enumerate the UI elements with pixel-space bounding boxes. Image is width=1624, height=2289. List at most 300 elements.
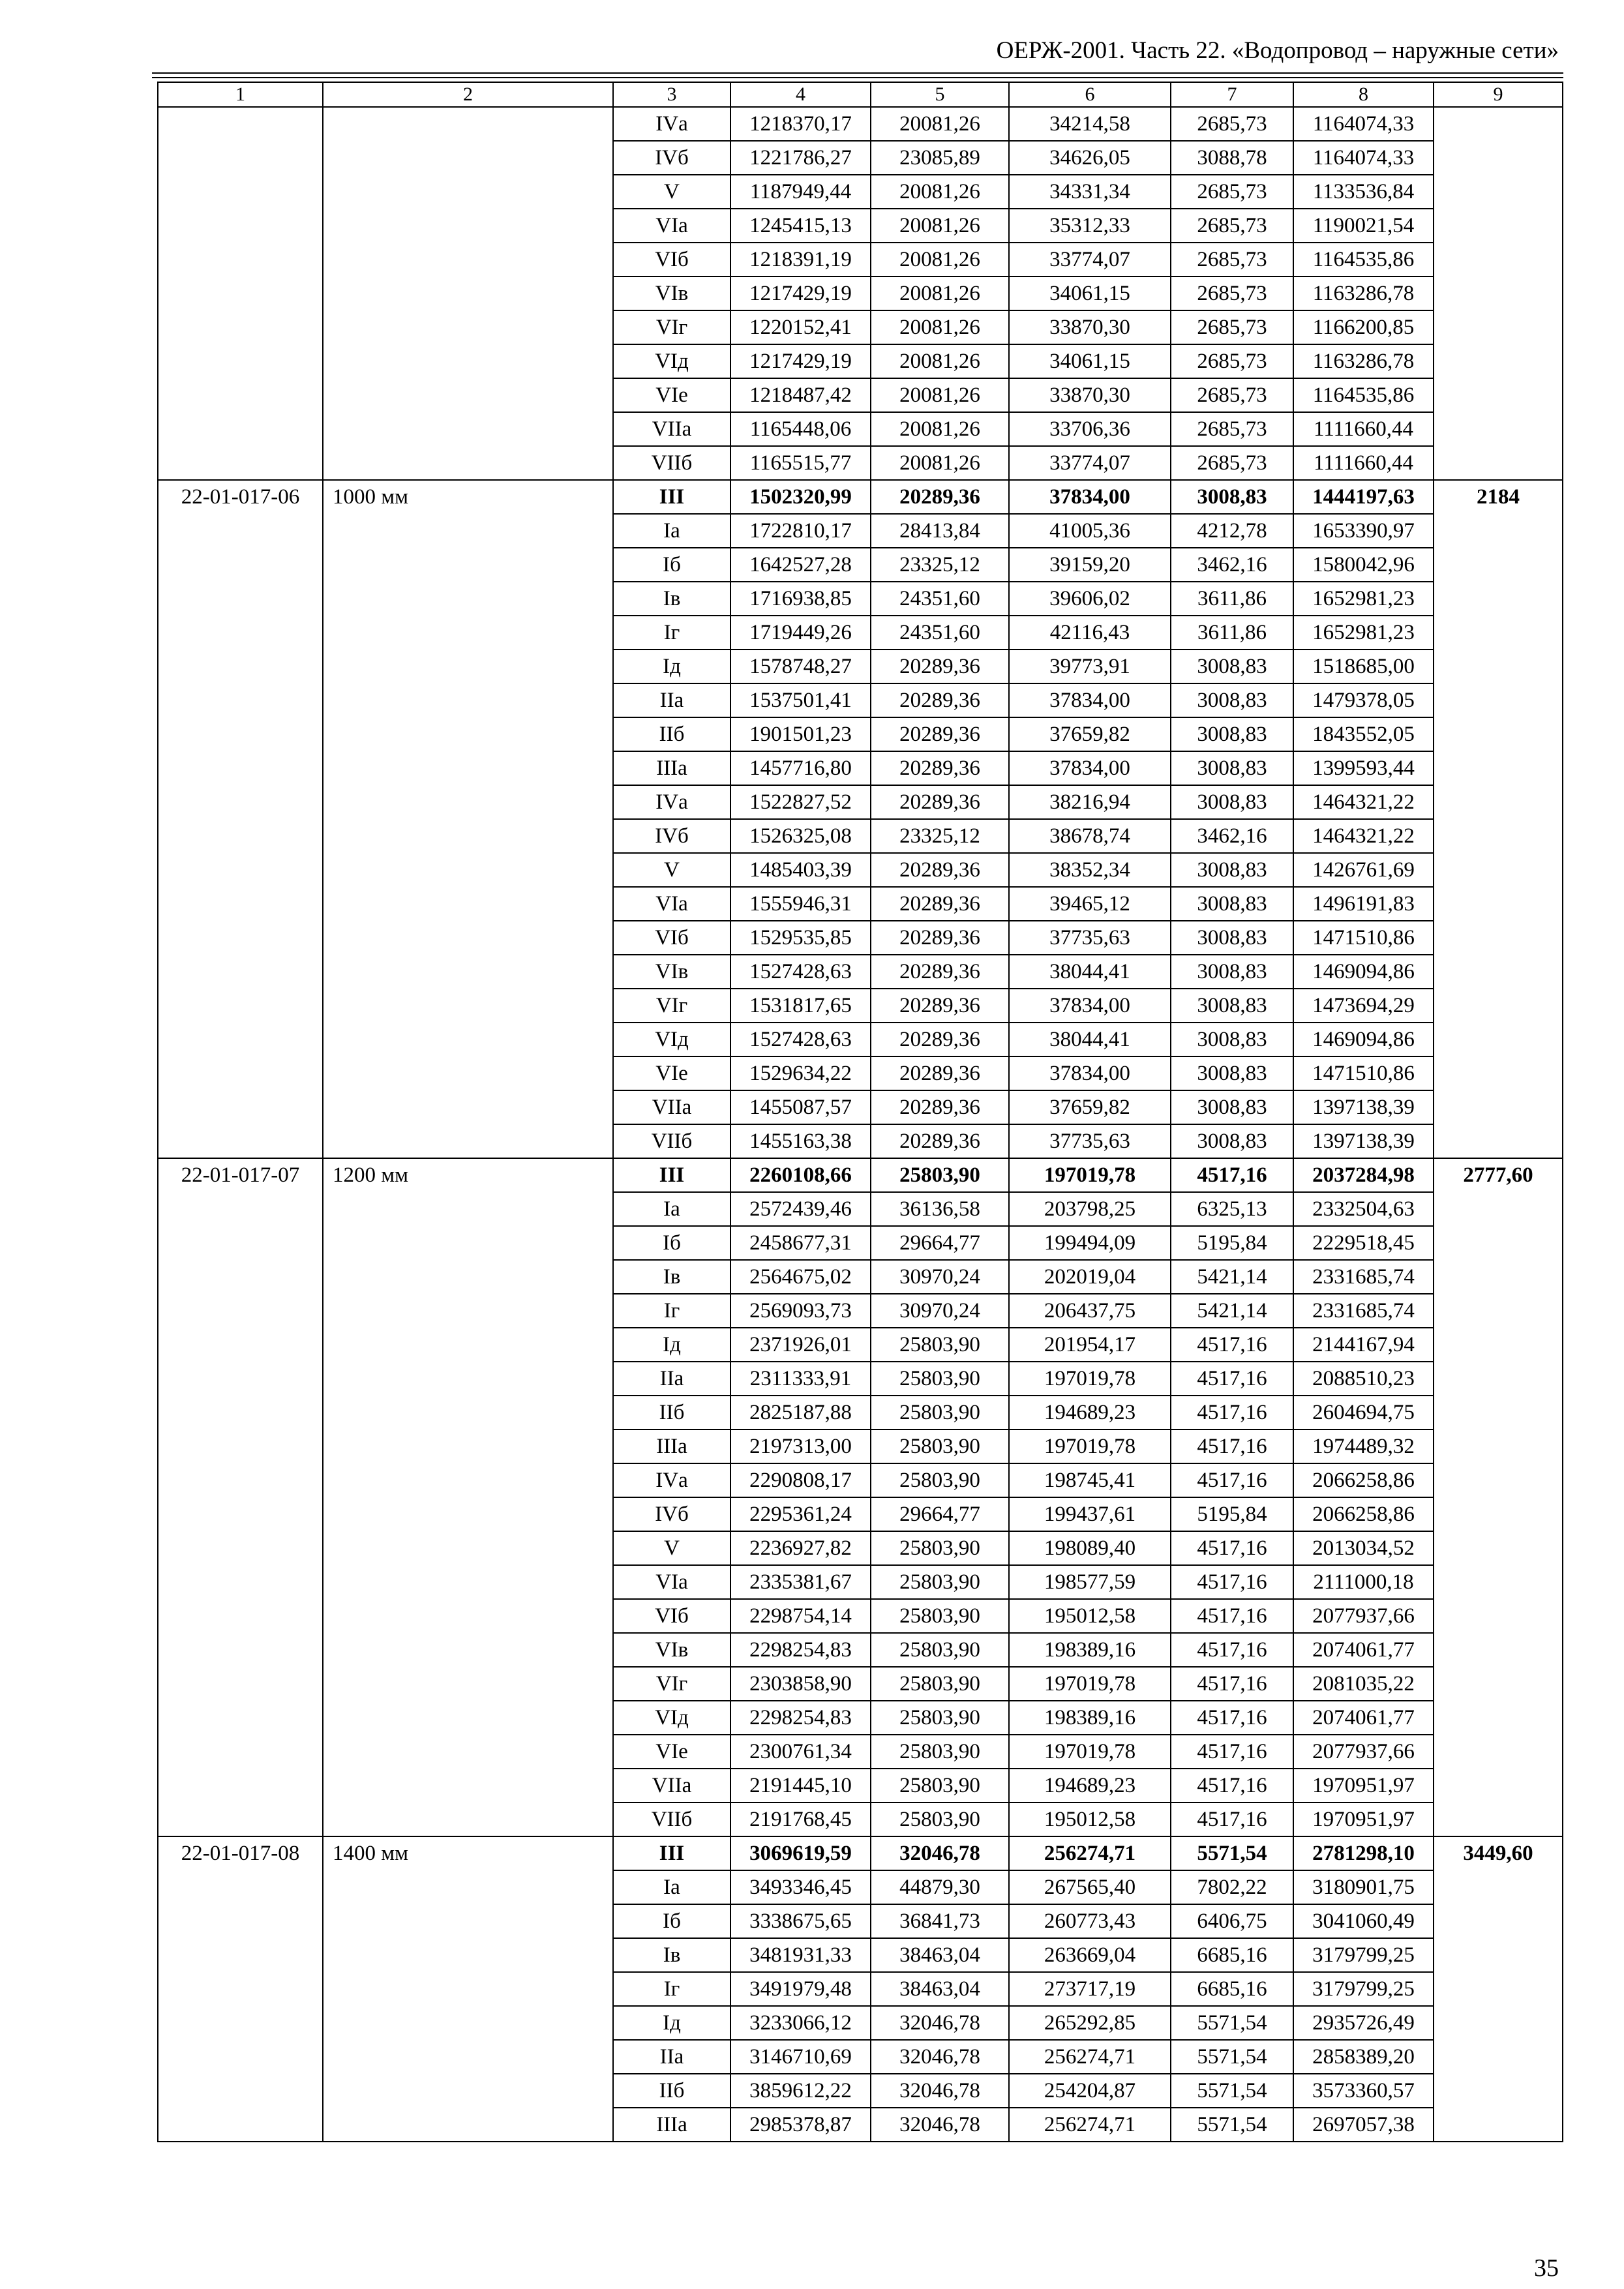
value-cell: 1457716,80 <box>730 751 871 785</box>
value-cell: 25803,90 <box>871 1328 1009 1362</box>
value-cell: 197019,78 <box>1009 1429 1171 1463</box>
value-cell: 2332504,63 <box>1293 1192 1434 1226</box>
value-cell: 1111660,44 <box>1293 446 1434 480</box>
table-row <box>158 480 1563 514</box>
value-cell: 2331685,74 <box>1293 1294 1434 1328</box>
zone-variant-cell: IIа <box>613 2040 730 2074</box>
value-cell: 4212,78 <box>1171 514 1293 548</box>
value-cell: 32046,78 <box>871 2074 1009 2108</box>
value-cell: 2300761,34 <box>730 1735 871 1769</box>
item-total: 2184 <box>1434 480 1563 1158</box>
zone-variant-cell: Iд <box>613 1328 730 1362</box>
value-cell: 254204,87 <box>1009 2074 1171 2108</box>
value-cell: 3481931,33 <box>730 1938 871 1972</box>
item-code: 22-01-017-08 <box>158 1836 323 2142</box>
value-cell: 2197313,00 <box>730 1429 871 1463</box>
value-cell: 38044,41 <box>1009 1023 1171 1056</box>
value-cell: 1970951,97 <box>1293 1769 1434 1803</box>
value-cell: 37735,63 <box>1009 1124 1171 1158</box>
value-cell: 39606,02 <box>1009 582 1171 616</box>
value-cell: 6325,13 <box>1171 1192 1293 1226</box>
value-cell: 32046,78 <box>871 2108 1009 2142</box>
value-cell: 1471510,86 <box>1293 921 1434 955</box>
value-cell: 25803,90 <box>871 1803 1009 1836</box>
zone-variant-cell: Iд <box>613 2006 730 2040</box>
value-cell: 2685,73 <box>1171 412 1293 446</box>
value-cell: 2037284,98 <box>1293 1158 1434 1192</box>
zone-variant-cell: III <box>613 480 730 514</box>
value-cell: 1163286,78 <box>1293 344 1434 378</box>
value-cell: 3859612,22 <box>730 2074 871 2108</box>
value-cell: 3462,16 <box>1171 819 1293 853</box>
value-cell: 34331,34 <box>1009 175 1171 209</box>
value-cell: 197019,78 <box>1009 1158 1171 1192</box>
value-cell: 3008,83 <box>1171 1023 1293 1056</box>
value-cell: 3611,86 <box>1171 582 1293 616</box>
value-cell: 2825187,88 <box>730 1396 871 1429</box>
zone-variant-cell: IVа <box>613 107 730 141</box>
value-cell: 37735,63 <box>1009 921 1171 955</box>
value-cell: 2569093,73 <box>730 1294 871 1328</box>
value-cell: 3008,83 <box>1171 853 1293 887</box>
value-cell: 1221786,27 <box>730 141 871 175</box>
value-cell: 2066258,86 <box>1293 1463 1434 1497</box>
value-cell: 197019,78 <box>1009 1667 1171 1701</box>
value-cell: 20081,26 <box>871 344 1009 378</box>
value-cell: 33870,30 <box>1009 378 1171 412</box>
zone-variant-cell: VIв <box>613 955 730 989</box>
zone-variant-cell: IIа <box>613 1362 730 1396</box>
value-cell: 199494,09 <box>1009 1226 1171 1260</box>
value-cell: 1537501,41 <box>730 683 871 717</box>
value-cell: 42116,43 <box>1009 616 1171 650</box>
value-cell: 3611,86 <box>1171 616 1293 650</box>
value-cell: 256274,71 <box>1009 2108 1171 2142</box>
value-cell: 1653390,97 <box>1293 514 1434 548</box>
value-cell: 3008,83 <box>1171 751 1293 785</box>
value-cell: 2298754,14 <box>730 1599 871 1633</box>
value-cell: 3233066,12 <box>730 2006 871 2040</box>
value-cell: 20081,26 <box>871 446 1009 480</box>
zone-variant-cell: VIе <box>613 1056 730 1090</box>
value-cell: 2074061,77 <box>1293 1633 1434 1667</box>
zone-variant-cell: Iв <box>613 1260 730 1294</box>
value-cell: 4517,16 <box>1171 1328 1293 1362</box>
value-cell: 37834,00 <box>1009 480 1171 514</box>
value-cell: 1164535,86 <box>1293 243 1434 277</box>
value-cell: 2260108,66 <box>730 1158 871 1192</box>
value-cell: 4517,16 <box>1171 1803 1293 1836</box>
value-cell: 4517,16 <box>1171 1158 1293 1192</box>
price-table <box>157 82 1563 2142</box>
value-cell: 3008,83 <box>1171 921 1293 955</box>
value-cell: 3088,78 <box>1171 141 1293 175</box>
value-cell: 20289,36 <box>871 650 1009 683</box>
value-cell: 1220152,41 <box>730 310 871 344</box>
value-cell: 20081,26 <box>871 277 1009 310</box>
value-cell: 29664,77 <box>871 1497 1009 1531</box>
value-cell: 197019,78 <box>1009 1362 1171 1396</box>
value-cell: 5195,84 <box>1171 1497 1293 1531</box>
zone-variant-cell: VIе <box>613 1735 730 1769</box>
zone-variant-cell: IIа <box>613 683 730 717</box>
value-cell: 3008,83 <box>1171 1090 1293 1124</box>
value-cell: 197019,78 <box>1009 1735 1171 1769</box>
value-cell: 34061,15 <box>1009 344 1171 378</box>
value-cell: 20081,26 <box>871 107 1009 141</box>
value-cell: 39465,12 <box>1009 887 1171 921</box>
value-cell: 20081,26 <box>871 412 1009 446</box>
value-cell: 20289,36 <box>871 1090 1009 1124</box>
value-cell: 38463,04 <box>871 1972 1009 2006</box>
value-cell: 1526325,08 <box>730 819 871 853</box>
value-cell: 3008,83 <box>1171 1056 1293 1090</box>
value-cell: 37659,82 <box>1009 717 1171 751</box>
value-cell: 33774,07 <box>1009 446 1171 480</box>
value-cell: 1974489,32 <box>1293 1429 1434 1463</box>
zone-variant-cell: VIа <box>613 887 730 921</box>
value-cell: 37834,00 <box>1009 989 1171 1023</box>
value-cell: 36841,73 <box>871 1904 1009 1938</box>
value-cell: 7802,22 <box>1171 1870 1293 1904</box>
value-cell: 4517,16 <box>1171 1735 1293 1769</box>
value-cell: 4517,16 <box>1171 1463 1293 1497</box>
value-cell: 1469094,86 <box>1293 955 1434 989</box>
value-cell: 30970,24 <box>871 1260 1009 1294</box>
value-cell: 206437,75 <box>1009 1294 1171 1328</box>
value-cell: 20289,36 <box>871 853 1009 887</box>
zone-variant-cell: Iа <box>613 514 730 548</box>
value-cell: 3008,83 <box>1171 1124 1293 1158</box>
zone-variant-cell: Iв <box>613 582 730 616</box>
value-cell: 2572439,46 <box>730 1192 871 1226</box>
value-cell: 20289,36 <box>871 1056 1009 1090</box>
value-cell: 2335381,67 <box>730 1565 871 1599</box>
value-cell: 3462,16 <box>1171 548 1293 582</box>
value-cell: 2604694,75 <box>1293 1396 1434 1429</box>
value-cell: 2074061,77 <box>1293 1701 1434 1735</box>
value-cell: 2781298,10 <box>1293 1836 1434 1870</box>
value-cell: 1578748,27 <box>730 650 871 683</box>
zone-variant-cell: VIд <box>613 1023 730 1056</box>
value-cell: 33774,07 <box>1009 243 1171 277</box>
value-cell: 38352,34 <box>1009 853 1171 887</box>
zone-variant-cell: VIIб <box>613 446 730 480</box>
value-cell: 44879,30 <box>871 1870 1009 1904</box>
value-cell: 25803,90 <box>871 1735 1009 1769</box>
item-code <box>158 107 323 480</box>
value-cell: 25803,90 <box>871 1633 1009 1667</box>
value-cell: 20289,36 <box>871 683 1009 717</box>
zone-variant-cell: VIе <box>613 378 730 412</box>
value-cell: 5571,54 <box>1171 2108 1293 2142</box>
value-cell: 256274,71 <box>1009 1836 1171 1870</box>
value-cell: 37834,00 <box>1009 751 1171 785</box>
value-cell: 3491979,48 <box>730 1972 871 2006</box>
table-body <box>158 82 1563 2142</box>
value-cell: 1642527,28 <box>730 548 871 582</box>
value-cell: 2685,73 <box>1171 175 1293 209</box>
value-cell: 1471510,86 <box>1293 1056 1434 1090</box>
value-cell: 5571,54 <box>1171 2074 1293 2108</box>
column-header: 8 <box>1293 82 1434 107</box>
value-cell: 1970951,97 <box>1293 1803 1434 1836</box>
value-cell: 5421,14 <box>1171 1294 1293 1328</box>
column-header: 4 <box>730 82 871 107</box>
value-cell: 37834,00 <box>1009 1056 1171 1090</box>
value-cell: 1455087,57 <box>730 1090 871 1124</box>
zone-variant-cell: III <box>613 1158 730 1192</box>
value-cell: 1901501,23 <box>730 717 871 751</box>
value-cell: 1496191,83 <box>1293 887 1434 921</box>
value-cell: 25803,90 <box>871 1701 1009 1735</box>
value-cell: 20081,26 <box>871 243 1009 277</box>
value-cell: 194689,23 <box>1009 1396 1171 1429</box>
value-cell: 4517,16 <box>1171 1362 1293 1396</box>
zone-variant-cell: Iб <box>613 1226 730 1260</box>
value-cell: 2685,73 <box>1171 277 1293 310</box>
value-cell: 1722810,17 <box>730 514 871 548</box>
item-code: 22-01-017-06 <box>158 480 323 1158</box>
value-cell: 2935726,49 <box>1293 2006 1434 2040</box>
value-cell: 2066258,86 <box>1293 1497 1434 1531</box>
value-cell: 20289,36 <box>871 717 1009 751</box>
value-cell: 1397138,39 <box>1293 1124 1434 1158</box>
value-cell: 25803,90 <box>871 1667 1009 1701</box>
value-cell: 4517,16 <box>1171 1633 1293 1667</box>
value-cell: 1399593,44 <box>1293 751 1434 785</box>
header-rule-top <box>152 72 1563 74</box>
zone-variant-cell: V <box>613 175 730 209</box>
value-cell: 3041060,49 <box>1293 1904 1434 1938</box>
value-cell: 3008,83 <box>1171 650 1293 683</box>
zone-variant-cell: VIв <box>613 277 730 310</box>
value-cell: 28413,84 <box>871 514 1009 548</box>
value-cell: 25803,90 <box>871 1565 1009 1599</box>
value-cell: 34626,05 <box>1009 141 1171 175</box>
value-cell: 1529634,22 <box>730 1056 871 1090</box>
value-cell: 2564675,02 <box>730 1260 871 1294</box>
value-cell: 1166200,85 <box>1293 310 1434 344</box>
value-cell: 2685,73 <box>1171 378 1293 412</box>
value-cell: 24351,60 <box>871 616 1009 650</box>
column-header: 7 <box>1171 82 1293 107</box>
value-cell: 1652981,23 <box>1293 616 1434 650</box>
value-cell: 4517,16 <box>1171 1701 1293 1735</box>
value-cell: 1843552,05 <box>1293 717 1434 751</box>
column-header: 1 <box>158 82 323 107</box>
column-header-row <box>158 82 1563 107</box>
value-cell: 2331685,74 <box>1293 1260 1434 1294</box>
value-cell: 1469094,86 <box>1293 1023 1434 1056</box>
value-cell: 1426761,69 <box>1293 853 1434 887</box>
zone-variant-cell: IVб <box>613 1497 730 1531</box>
value-cell: 2088510,23 <box>1293 1362 1434 1396</box>
value-cell: 3146710,69 <box>730 2040 871 2074</box>
table-row <box>158 1836 1563 1870</box>
value-cell: 3493346,45 <box>730 1870 871 1904</box>
item-code: 22-01-017-07 <box>158 1158 323 1836</box>
value-cell: 201954,17 <box>1009 1328 1171 1362</box>
value-cell: 3180901,75 <box>1293 1870 1434 1904</box>
zone-variant-cell: Iа <box>613 1192 730 1226</box>
value-cell: 1527428,63 <box>730 1023 871 1056</box>
value-cell: 20289,36 <box>871 955 1009 989</box>
value-cell: 4517,16 <box>1171 1429 1293 1463</box>
value-cell: 2685,73 <box>1171 209 1293 243</box>
value-cell: 267565,40 <box>1009 1870 1171 1904</box>
zone-variant-cell: VIIа <box>613 412 730 446</box>
zone-variant-cell: VIIа <box>613 1769 730 1803</box>
value-cell: 1218391,19 <box>730 243 871 277</box>
value-cell: 2236927,82 <box>730 1531 871 1565</box>
value-cell: 5195,84 <box>1171 1226 1293 1260</box>
value-cell: 1522827,52 <box>730 785 871 819</box>
zone-variant-cell: VIд <box>613 1701 730 1735</box>
value-cell: 37659,82 <box>1009 1090 1171 1124</box>
value-cell: 1217429,19 <box>730 344 871 378</box>
value-cell: 265292,85 <box>1009 2006 1171 2040</box>
table-row <box>158 1158 1563 1192</box>
zone-variant-cell: IIIа <box>613 2108 730 2142</box>
value-cell: 5571,54 <box>1171 1836 1293 1870</box>
value-cell: 30970,24 <box>871 1294 1009 1328</box>
value-cell: 1580042,96 <box>1293 548 1434 582</box>
zone-variant-cell: VIIб <box>613 1803 730 1836</box>
column-header: 6 <box>1009 82 1171 107</box>
value-cell: 20289,36 <box>871 480 1009 514</box>
zone-variant-cell: V <box>613 1531 730 1565</box>
value-cell: 198389,16 <box>1009 1633 1171 1667</box>
value-cell: 34214,58 <box>1009 107 1171 141</box>
value-cell: 195012,58 <box>1009 1599 1171 1633</box>
value-cell: 20081,26 <box>871 310 1009 344</box>
item-total: 2777,60 <box>1434 1158 1563 1836</box>
value-cell: 3179799,25 <box>1293 1972 1434 2006</box>
value-cell: 2144167,94 <box>1293 1328 1434 1362</box>
value-cell: 2290808,17 <box>730 1463 871 1497</box>
value-cell: 33870,30 <box>1009 310 1171 344</box>
value-cell: 1217429,19 <box>730 277 871 310</box>
zone-variant-cell: IIб <box>613 2074 730 2108</box>
value-cell: 1502320,99 <box>730 480 871 514</box>
value-cell: 2081035,22 <box>1293 1667 1434 1701</box>
value-cell: 29664,77 <box>871 1226 1009 1260</box>
value-cell: 32046,78 <box>871 2006 1009 2040</box>
value-cell: 2685,73 <box>1171 344 1293 378</box>
value-cell: 38678,74 <box>1009 819 1171 853</box>
item-total <box>1434 107 1563 480</box>
value-cell: 3573360,57 <box>1293 2074 1434 2108</box>
header-rule-bottom <box>152 77 1563 78</box>
zone-variant-cell: III <box>613 1836 730 1870</box>
value-cell: 3008,83 <box>1171 955 1293 989</box>
value-cell: 4517,16 <box>1171 1531 1293 1565</box>
item-total: 3449,60 <box>1434 1836 1563 2142</box>
value-cell: 1218487,42 <box>730 378 871 412</box>
value-cell: 2458677,31 <box>730 1226 871 1260</box>
value-cell: 256274,71 <box>1009 2040 1171 2074</box>
value-cell: 20289,36 <box>871 751 1009 785</box>
value-cell: 2685,73 <box>1171 310 1293 344</box>
value-cell: 3069619,59 <box>730 1836 871 1870</box>
zone-variant-cell: Iг <box>613 616 730 650</box>
zone-variant-cell: VIIа <box>613 1090 730 1124</box>
zone-variant-cell: Iб <box>613 548 730 582</box>
value-cell: 2685,73 <box>1171 243 1293 277</box>
value-cell: 1218370,17 <box>730 107 871 141</box>
value-cell: 25803,90 <box>871 1158 1009 1192</box>
value-cell: 2298254,83 <box>730 1701 871 1735</box>
value-cell: 203798,25 <box>1009 1192 1171 1226</box>
zone-variant-cell: VIб <box>613 1599 730 1633</box>
zone-variant-cell: IVа <box>613 1463 730 1497</box>
value-cell: 23325,12 <box>871 548 1009 582</box>
value-cell: 2191768,45 <box>730 1803 871 1836</box>
value-cell: 4517,16 <box>1171 1769 1293 1803</box>
value-cell: 1531817,65 <box>730 989 871 1023</box>
value-cell: 39773,91 <box>1009 650 1171 683</box>
zone-variant-cell: VIг <box>613 989 730 1023</box>
value-cell: 2303858,90 <box>730 1667 871 1701</box>
value-cell: 5571,54 <box>1171 2040 1293 2074</box>
value-cell: 3008,83 <box>1171 717 1293 751</box>
value-cell: 1164074,33 <box>1293 141 1434 175</box>
value-cell: 25803,90 <box>871 1362 1009 1396</box>
value-cell: 2685,73 <box>1171 107 1293 141</box>
value-cell: 263669,04 <box>1009 1938 1171 1972</box>
value-cell: 1479378,05 <box>1293 683 1434 717</box>
value-cell: 1652981,23 <box>1293 582 1434 616</box>
value-cell: 202019,04 <box>1009 1260 1171 1294</box>
item-diameter: 1400 мм <box>323 1836 613 2142</box>
value-cell: 1397138,39 <box>1293 1090 1434 1124</box>
value-cell: 20081,26 <box>871 209 1009 243</box>
zone-variant-cell: VIа <box>613 1565 730 1599</box>
table-row <box>158 107 1563 141</box>
value-cell: 37834,00 <box>1009 683 1171 717</box>
item-diameter <box>323 107 613 480</box>
zone-variant-cell: Iв <box>613 1938 730 1972</box>
value-cell: 2191445,10 <box>730 1769 871 1803</box>
value-cell: 34061,15 <box>1009 277 1171 310</box>
value-cell: 273717,19 <box>1009 1972 1171 2006</box>
zone-variant-cell: Iг <box>613 1972 730 2006</box>
value-cell: 23325,12 <box>871 819 1009 853</box>
column-header: 2 <box>323 82 613 107</box>
zone-variant-cell: Iд <box>613 650 730 683</box>
column-header: 3 <box>613 82 730 107</box>
value-cell: 5421,14 <box>1171 1260 1293 1294</box>
value-cell: 1716938,85 <box>730 582 871 616</box>
value-cell: 1529535,85 <box>730 921 871 955</box>
column-header: 5 <box>871 82 1009 107</box>
value-cell: 1165515,77 <box>730 446 871 480</box>
value-cell: 3338675,65 <box>730 1904 871 1938</box>
value-cell: 6685,16 <box>1171 1938 1293 1972</box>
value-cell: 1444197,63 <box>1293 480 1434 514</box>
value-cell: 4517,16 <box>1171 1396 1293 1429</box>
value-cell: 20081,26 <box>871 175 1009 209</box>
value-cell: 1245415,13 <box>730 209 871 243</box>
zone-variant-cell: VIг <box>613 1667 730 1701</box>
zone-variant-cell: Iг <box>613 1294 730 1328</box>
value-cell: 1111660,44 <box>1293 412 1434 446</box>
value-cell: 1133536,84 <box>1293 175 1434 209</box>
zone-variant-cell: VIг <box>613 310 730 344</box>
value-cell: 2229518,45 <box>1293 1226 1434 1260</box>
value-cell: 2858389,20 <box>1293 2040 1434 2074</box>
